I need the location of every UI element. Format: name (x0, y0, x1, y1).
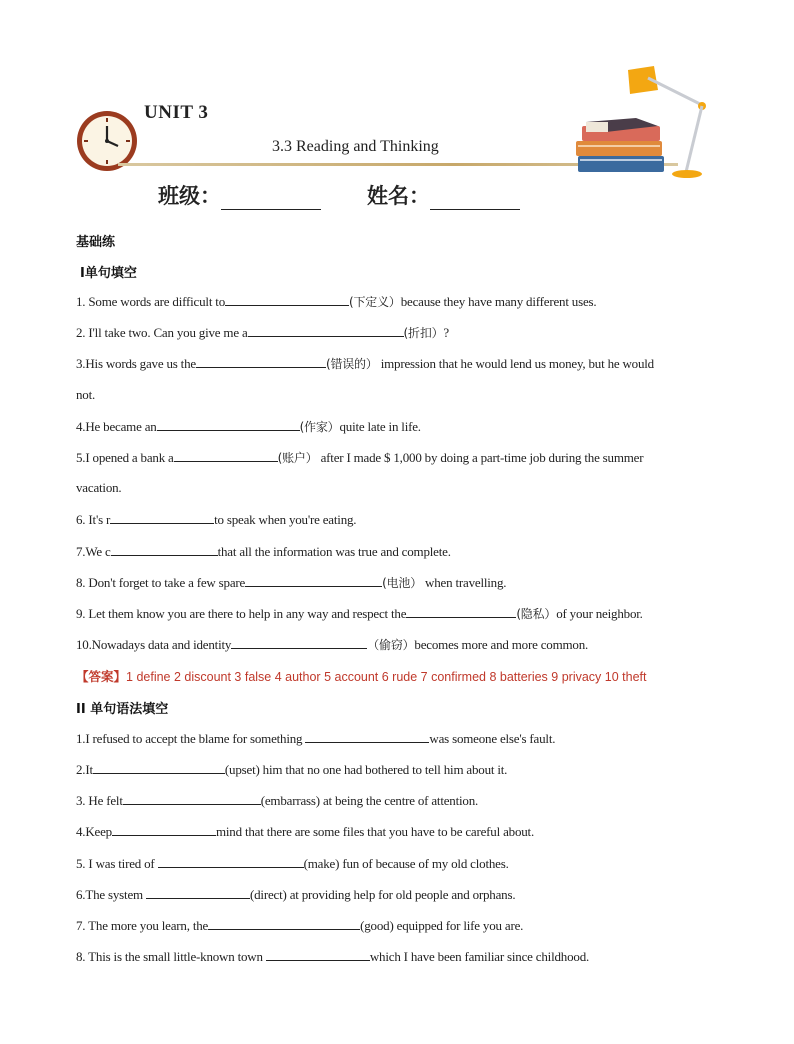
part1-title: Ⅰ单句填空 (80, 266, 137, 281)
answer-blank[interactable] (93, 761, 225, 774)
answer-blank[interactable] (305, 730, 429, 743)
answer-blank[interactable] (146, 886, 250, 899)
answer-blank[interactable] (406, 605, 516, 618)
answer-blank[interactable] (174, 449, 278, 462)
part2-title: II 单句语法填空 (76, 702, 169, 717)
question-row: 4.Keep mind that there are some files that you have to be careful about. (76, 824, 535, 839)
question-row: 7. The more you learn, the (good) equipped for life you are. (76, 918, 524, 933)
question-row: 6. It's r to speak when you're eating. (76, 512, 357, 527)
question-row: 8. Don't forget to take a few spare (电池） when travelling. (76, 575, 507, 590)
answer-blank[interactable] (245, 574, 382, 587)
answer-blank[interactable] (158, 855, 304, 868)
answer-blank[interactable] (208, 917, 360, 930)
section-basic-title: 基础练 (76, 235, 116, 250)
answer-blank[interactable] (110, 511, 214, 524)
answer-tag: 【答案】 (76, 669, 127, 684)
question-row-continued: vacation. (76, 480, 122, 495)
answer-blank[interactable] (248, 324, 404, 337)
question-row: 1. Some words are difficult to (下定义）because they have many different uses. (76, 294, 597, 309)
answer-blank[interactable] (225, 293, 349, 306)
name-label: 姓名： (367, 184, 430, 208)
name-input-line[interactable] (430, 187, 520, 210)
answer-blank[interactable] (123, 792, 261, 805)
question-row: 10.Nowadays data and identity （偷窃）becomes more and more common. (76, 637, 589, 652)
question-row: 3. He felt (embarrass) at being the centre of attention. (76, 793, 479, 808)
unit-title: UNIT 3 (144, 102, 209, 123)
class-input-line[interactable] (221, 187, 321, 210)
question-row: 2.It (upset) him that no one had bothered to tell him about it. (76, 762, 508, 777)
answer-blank[interactable] (266, 948, 370, 961)
answer-key (76, 667, 646, 685)
answer-blank[interactable] (196, 355, 326, 368)
question-row: 1.I refused to accept the blame for something was someone else's fault. (76, 731, 556, 746)
name-field (367, 180, 520, 210)
question-row: 7.We c that all the information was true and complete. (76, 544, 451, 559)
lamp-books-icon (566, 60, 716, 185)
lesson-title: 3.3 Reading and Thinking (272, 138, 439, 155)
question-row: 2. I'll take two. Can you give me a (折扣）? (76, 325, 449, 340)
question-row: 5.I opened a bank a (账户） after I made $ 1,000 by doing a part-time job during the summer (76, 450, 644, 465)
class-field (158, 180, 321, 210)
answer-blank[interactable] (231, 636, 367, 649)
answer-blank[interactable] (111, 543, 218, 556)
class-label: 班级： (158, 184, 221, 208)
question-row: 6.The system (direct) at providing help for old people and orphans. (76, 887, 516, 902)
question-row: 3.His words gave us the (错误的） impression that he would lend us money, but he would (76, 356, 654, 371)
question-row: 9. Let them know you are there to help in any way and respect the (隐私）of your neighbor. (76, 606, 643, 621)
answer-blank[interactable] (157, 418, 300, 431)
answer-blank[interactable] (112, 823, 216, 836)
question-row: 4.He became an (作家）quite late in life. (76, 419, 421, 434)
question-row-continued: not. (76, 387, 96, 402)
question-row: 5. I was tired of (make) fun of because of my old clothes. (76, 856, 509, 871)
question-row: 8. This is the small little-known town which I have been familiar since childhood. (76, 949, 590, 964)
answer-text: 1 define 2 discount 3 false 4 author 5 account 6 rude 7 confirmed 8 batteries 9 privacy 10 theft (126, 670, 647, 684)
